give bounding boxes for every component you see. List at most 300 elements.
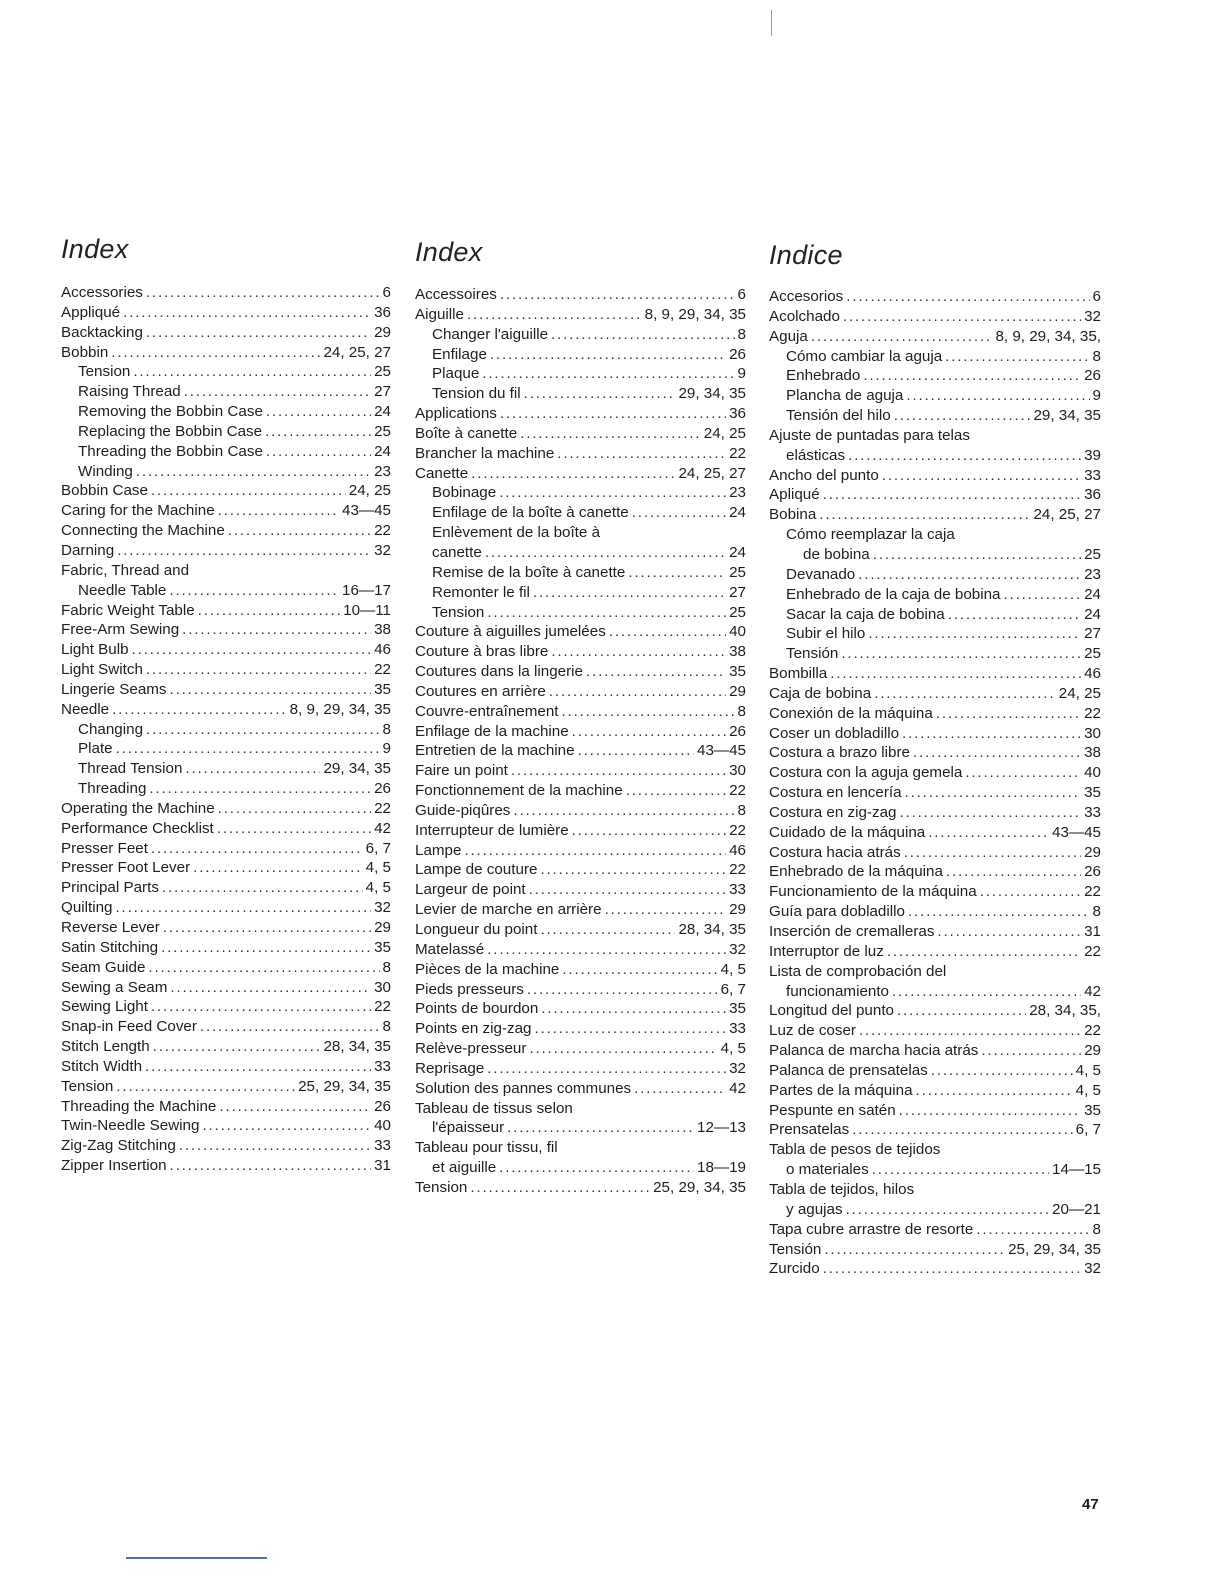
entry-pages: 35 [374,680,391,698]
entry-term: Couvre-entraînement [415,702,559,720]
index-entry [769,505,1101,525]
index-entry [769,386,1101,406]
dot-leader [151,997,371,1017]
index-entry [415,384,746,404]
entry-term: Threading [78,780,147,798]
entry-term: Appliqué [61,303,121,321]
dot-leader [882,466,1081,486]
entry-pages: 22 [729,444,746,462]
entry-pages: 25 [1084,545,1101,563]
entry-term: Brancher la machine [415,444,555,462]
index-entry [415,1039,746,1059]
index-entry [769,1081,1101,1101]
entry-term: Tableau de tissus selon [415,1099,573,1117]
entry-term: Canette [415,464,469,482]
dot-leader [819,505,1030,525]
index-entry [769,525,1101,545]
index-entry [415,702,746,722]
index-entry [769,882,1101,902]
index-entry [415,1099,746,1119]
dot-leader [169,581,339,601]
entry-pages: 24, 25 [348,482,391,500]
index-entry [415,880,746,900]
dot-leader [507,1118,694,1138]
index-entry [415,642,746,662]
entry-term: Tabla de pesos de tejidos [769,1141,941,1159]
dot-leader [133,362,371,382]
index-entry [61,283,391,303]
dot-leader [482,364,734,384]
index-entry [415,285,746,305]
index-entry [769,743,1101,763]
entry-pages: 35 [729,1000,746,1018]
index-entry [61,720,391,740]
entry-pages: 4, 5 [365,879,391,897]
dot-leader [899,1101,1081,1121]
index-entry [61,1136,391,1156]
entry-term: funcionamiento [786,982,890,1000]
index-entry [769,962,1101,982]
entry-pages: 22 [1084,704,1101,722]
index-entry [415,444,746,464]
dot-leader [535,1019,727,1039]
entry-term: Longueur du point [415,921,538,938]
entry-term: Seam Guide [61,958,146,976]
index-entry [769,823,1101,843]
entry-term: Remonter le fil [432,583,530,601]
entry-term: Caring for the Machine [61,502,215,520]
entry-pages: 42 [374,819,391,837]
entry-pages: 29 [729,682,746,700]
index-entry [415,900,746,920]
index-entry [415,960,746,980]
index-entry [415,364,746,384]
index-entry [61,1097,391,1117]
entry-pages: 25, 29, 34, 35 [298,1077,391,1095]
entry-pages: 26 [1084,863,1101,881]
entry-pages: 33 [1084,466,1101,484]
entry-term: Lampe [415,841,462,859]
entry-term: Needle Table [78,581,167,599]
entry-term: Entretien de la machine [415,742,575,760]
entry-pages: 26 [1084,367,1101,385]
entry-pages: 30 [1084,724,1101,742]
entry-term: Coutures dans la lingerie [415,663,584,681]
entry-term: Darning [61,541,115,559]
index-entry [769,327,1101,347]
index-entry [415,980,746,1000]
entry-term: Principal Parts [61,879,159,897]
index-entry [415,305,746,325]
entry-pages: 22 [374,522,391,540]
dot-leader [628,563,726,583]
index-entry [61,323,391,343]
dot-leader [928,823,1049,843]
index-entry [61,938,391,958]
entry-pages: 24 [1084,585,1101,603]
entry-pages: 25, 29, 34, 35 [653,1178,746,1196]
entry-pages: 6 [737,286,746,303]
entry-term: Relève-presseur [415,1040,527,1058]
index-entry [415,464,746,484]
entry-term: Tensión del hilo [786,407,891,425]
dot-leader [470,1178,650,1198]
column-title: Index [61,234,129,264]
dot-leader [193,858,363,878]
entry-pages: 31 [374,1157,391,1175]
index-list [61,283,391,1176]
entry-pages: 24 [1084,605,1101,623]
index-entry [61,382,391,402]
dot-leader [162,878,363,898]
dot-leader [265,422,371,442]
entry-term: Snap-in Feed Cover [61,1018,197,1036]
entry-pages: 32 [1084,1260,1101,1278]
entry-term: Zurcido [769,1260,820,1278]
index-entry [61,1037,391,1057]
entry-pages: 32 [729,940,746,958]
dot-leader [485,543,726,563]
dot-leader [634,1079,726,1099]
dot-leader [868,624,1081,644]
index-entry [415,622,746,642]
entry-pages: 8 [737,801,746,819]
dot-leader [218,799,371,819]
entry-term: Subir el hilo [786,625,866,643]
entry-pages: 31 [1084,923,1101,940]
dot-leader [965,763,1081,783]
index-entry [415,325,746,345]
entry-term: Zipper Insertion [61,1157,167,1175]
entry-pages: 26 [729,345,746,363]
entry-term: Stitch Length [61,1038,150,1056]
index-entry [769,1120,1101,1140]
entry-term: Guide-piqûres [415,801,511,819]
entry-term: elásticas [786,446,846,464]
entry-term: Needle [61,700,110,718]
dot-leader [182,620,371,640]
dot-leader [873,545,1081,565]
index-entry [769,1240,1101,1260]
entry-term: Enfilage de la boîte à canette [432,504,629,522]
dot-leader [184,382,371,402]
index-entry [61,303,391,323]
column-title: Index [415,237,483,267]
dot-leader [112,700,287,720]
entry-term: Lampe de couture [415,861,538,879]
index-entry [61,700,391,720]
entry-pages: 33 [1084,803,1101,821]
entry-pages: 4, 5 [720,1040,746,1058]
index-entry [415,424,746,444]
entry-pages: 46 [1084,665,1101,683]
entry-term: Performance Checklist [61,819,214,837]
dot-leader [487,940,726,960]
dot-leader [936,704,1081,724]
dot-leader [499,1158,694,1178]
entry-pages: 22 [1084,942,1101,960]
entry-pages: 25 [374,422,391,440]
entry-pages: 12—13 [697,1119,746,1137]
entry-pages: 8 [737,702,746,720]
entry-pages: 25 [729,603,746,621]
entry-term: Costura con la aguja gemela [769,764,963,782]
entry-pages: 22 [1084,1022,1101,1040]
entry-term: Bobina [769,506,817,524]
dot-leader [527,980,718,1000]
entry-pages: 25, 29, 34, 35 [1008,1240,1101,1258]
dot-leader [551,642,726,662]
entry-pages: 24, 25, 27 [1033,506,1101,524]
entry-pages: 43—45 [1052,823,1101,841]
index-entry [415,781,746,801]
entry-term: Couture à bras libre [415,643,549,661]
entry-pages: 27 [1084,625,1101,643]
dot-leader [846,287,1089,307]
entry-term: Devanado [786,565,856,583]
entry-term: Accessoires [415,286,497,303]
entry-pages: 26 [729,722,746,740]
dot-leader [981,1041,1081,1061]
entry-term: Enlèvement de la boîte à [432,524,601,542]
index-entry [769,406,1101,426]
dot-leader [471,464,675,484]
index-entry [769,664,1101,684]
entry-term: Guía para dobladillo [769,903,905,921]
entry-term: Threading the Bobbin Case [78,442,263,460]
entry-pages: 8 [737,325,746,343]
index-entry [769,565,1101,585]
entry-pages: 29, 34, 35 [1033,407,1101,425]
entry-pages: 33 [729,1020,746,1038]
index-entry [769,644,1101,664]
entry-term: Boîte à canette [415,424,518,442]
index-entry [769,1061,1101,1081]
entry-pages: 24 [729,504,746,522]
dot-leader [823,1259,1081,1279]
entry-term: Fabric, Thread and [61,561,190,579]
dot-leader [609,622,726,642]
dot-leader [946,862,1081,882]
entry-term: Enhebrado [786,367,861,385]
dot-leader [487,603,726,623]
index-entry [769,704,1101,724]
entry-term: Points de bourdon [415,1000,539,1018]
dot-leader [111,343,320,363]
entry-pages: 6 [1092,288,1101,305]
index-entry [769,366,1101,386]
entry-term: Interrupteur de lumière [415,821,569,839]
entry-pages: 8 [382,958,391,976]
entry-term: Apliqué [769,486,820,504]
entry-term: Pieds presseurs [415,980,524,998]
entry-term: Cómo cambiar la aguja [786,347,943,365]
dot-leader [500,404,726,424]
index-entry [61,799,391,819]
dot-leader [852,1120,1072,1140]
dot-leader [149,779,371,799]
dot-leader [843,307,1081,327]
dot-leader [266,442,371,462]
entry-term: Palanca de marcha hacia atrás [769,1042,979,1060]
entry-pages: 42 [1084,982,1101,1000]
index-entry [769,287,1101,307]
entry-term: Bobinage [432,484,497,502]
entry-pages: 32 [374,899,391,917]
index-entry [769,1001,1101,1021]
index-entry [61,462,391,482]
entry-pages: 32 [1084,307,1101,325]
entry-pages: 35 [374,938,391,956]
index-entry [415,1118,746,1138]
dot-leader [520,424,701,444]
entry-term: Plate [78,740,113,758]
entry-term: Free-Arm Sewing [61,621,180,639]
index-entry [769,307,1101,327]
dot-leader [513,801,734,821]
dot-leader [557,444,726,464]
entry-term: Twin-Needle Sewing [61,1117,200,1135]
entry-pages: 14—15 [1052,1161,1101,1179]
entry-pages: 29 [1084,843,1101,861]
dot-leader [846,1200,1049,1220]
dot-leader [811,327,993,347]
entry-term: Acolchado [769,307,840,325]
dot-leader [116,1077,295,1097]
entry-term: Funcionamiento de la máquina [769,883,977,901]
index-entry [415,503,746,523]
dot-leader [551,325,735,345]
entry-term: Accessories [61,284,143,301]
index-entry [769,1160,1101,1180]
entry-pages: 25 [729,563,746,581]
entry-pages: 22 [374,799,391,817]
index-entry [769,1041,1101,1061]
index-entry [61,561,391,581]
dot-leader [467,305,642,325]
index-entry [769,347,1101,367]
dot-leader [123,303,371,323]
entry-pages: 39 [1084,446,1101,464]
index-entry [769,1101,1101,1121]
index-entry [61,660,391,680]
entry-term: Quilting [61,899,113,917]
dot-leader [859,1021,1081,1041]
entry-pages: 24 [374,403,391,421]
entry-pages: 32 [374,541,391,559]
entry-term: Lista de comprobación del [769,962,947,980]
index-entry [415,563,746,583]
dot-leader [632,503,726,523]
entry-term: Solution des pannes communes [415,1079,632,1097]
entry-term: Tensión [786,645,839,663]
entry-pages: 29, 34, 35 [323,760,391,778]
entry-pages: 24 [729,543,746,561]
entry-pages: 22 [729,782,746,800]
dot-leader [217,819,371,839]
entry-term: Pespunte en satén [769,1101,896,1119]
entry-term: Bombilla [769,665,828,683]
dot-leader [132,640,372,660]
index-entry [61,343,391,363]
entry-pages: 38 [1084,744,1101,762]
dot-leader [161,938,371,958]
entry-pages: 35 [1084,1101,1101,1119]
index-entry [415,543,746,563]
entry-pages: 22 [1084,883,1101,901]
index-entry [769,1200,1101,1220]
entry-term: Changer l'aiguille [432,325,549,343]
entry-term: Tension [78,363,131,381]
index-entry [61,620,391,640]
dot-leader [151,839,363,859]
index-entry [415,345,746,365]
entry-pages: 9 [737,365,746,383]
index-entry [61,898,391,918]
dot-leader [830,664,1081,684]
index-entry [769,1180,1101,1200]
entry-term: Sewing Light [61,998,148,1016]
entry-pages: 4, 5 [720,960,746,978]
index-entry [769,485,1101,505]
index-entry [415,860,746,880]
entry-term: Fabric Weight Table [61,601,195,619]
entry-pages: 40 [729,623,746,641]
dot-leader [913,743,1081,763]
entry-pages: 46 [374,641,391,659]
entry-term: Reprisage [415,1059,485,1077]
index-entry [415,841,746,861]
entry-term: Accesorios [769,288,844,305]
entry-pages: 29 [1084,1042,1101,1060]
index-entry [61,362,391,382]
index-entry [769,466,1101,486]
entry-term: Ancho del punto [769,466,879,484]
entry-term: Sacar la caja de bobina [786,605,945,623]
dot-leader [529,880,726,900]
entry-term: et aiguille [432,1159,497,1177]
dot-leader [146,720,380,740]
entry-pages: 36 [729,405,746,423]
index-entry [769,862,1101,882]
entry-pages: 9 [1092,387,1101,405]
entry-term: Tableau pour tissu, fil [415,1139,558,1157]
entry-term: Raising Thread [78,383,181,401]
index-entry [415,1178,746,1198]
dot-leader [902,724,1081,744]
dot-leader [578,741,694,761]
entry-term: Aguja [769,327,808,345]
entry-pages: 24 [374,442,391,460]
index-entry [769,1140,1101,1160]
dot-leader [605,900,727,920]
dot-leader [145,1057,371,1077]
index-entry [61,858,391,878]
dot-leader [153,1037,321,1057]
dot-leader [572,821,726,841]
entry-term: Tension [415,1178,468,1196]
index-entry [415,404,746,424]
entry-pages: 33 [374,1057,391,1075]
entry-pages: 26 [374,780,391,798]
index-entry [415,682,746,702]
entry-term: Caja de bobina [769,684,872,702]
entry-term: canette [432,543,482,561]
dot-leader [500,285,735,305]
index-entry [415,741,746,761]
entry-pages: 40 [1084,764,1101,782]
dot-leader [626,781,726,801]
